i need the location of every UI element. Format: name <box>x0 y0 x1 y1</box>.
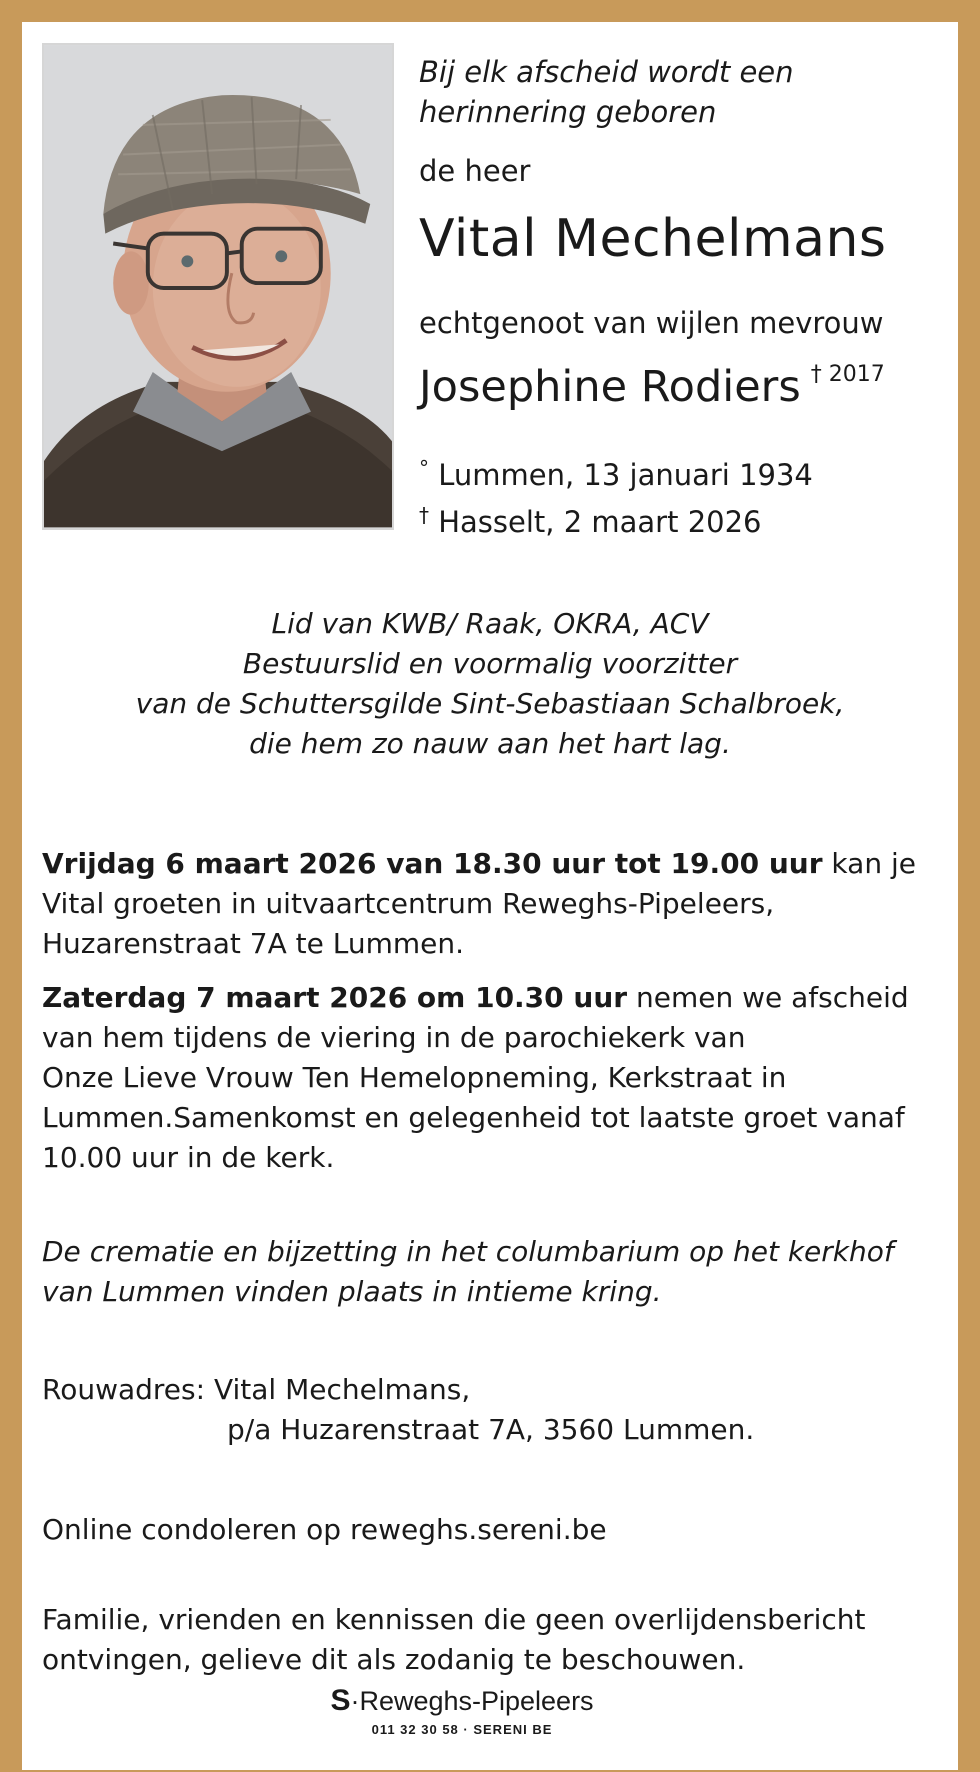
online-condolences: Online condoleren op reweghs.sereni.be <box>42 1513 607 1546</box>
birth-date: Lummen, 13 januari 1934 <box>438 458 813 492</box>
funeral-datetime: Zaterdag 7 maart 2026 om 10.30 uur <box>42 981 628 1014</box>
cremation-paragraph: De crematie en bijzetting in het columbarium op het kerkhof van Lummen vinden plaats in intieme kring. <box>42 1235 894 1308</box>
salutation: de heer <box>419 154 531 188</box>
birth-line <box>419 448 949 495</box>
viewing-paragraph: Vrijdag 6 maart 2026 van 18.30 uur tot 19.00 uur kan je Vital groeten in uitvaartcentrum Reweghs-Pipeleers, Huzarenstraat 7A te Lummen. <box>42 847 916 960</box>
quote-line-2: herinnering geboren <box>419 95 717 129</box>
spouse-block <box>419 348 949 414</box>
portrait-photo <box>42 43 394 530</box>
quote-line-1: Bij elk afscheid wordt een <box>419 55 794 89</box>
funeral-home-footer <box>314 1680 610 1748</box>
tribute-line: Bestuurslid en voormalig voorzitter <box>242 647 738 680</box>
mourning-address: Rouwadres: Vital Mechelmans, p/a Huzarenstraat 7A, 3560 Lummen. <box>42 1373 755 1446</box>
deceased-name: Vital Mechelmans <box>419 209 887 269</box>
funeral-home-name: ·Reweghs-Pipeleers <box>350 1686 594 1716</box>
life-dates <box>419 448 949 542</box>
funeral-home-contact: 011 32 30 58 · SERENI BE <box>371 1722 553 1737</box>
spouse-death-year: † 2017 <box>810 362 885 387</box>
portrait-illustration <box>44 45 392 528</box>
death-mark: † <box>419 503 429 527</box>
death-line <box>419 495 949 542</box>
tribute-block <box>22 604 958 764</box>
viewing-datetime: Vrijdag 6 maart 2026 van 18.30 uur tot 19.00 uur <box>42 847 823 880</box>
obituary-card <box>22 22 958 1770</box>
header-column <box>419 52 949 542</box>
funeral-home-logo <box>314 1684 610 1718</box>
spouse-name: Josephine Rodiers <box>419 362 801 412</box>
death-date: Hasselt, 2 maart 2026 <box>438 505 762 539</box>
sereni-logo-icon: S <box>330 1684 351 1717</box>
tribute-line: Lid van KWB/ Raak, OKRA, ACV <box>271 607 709 640</box>
spouse-intro: echtgenoot van wijlen mevrouw <box>419 306 884 340</box>
opening-quote <box>419 52 949 132</box>
family-notice: Familie, vrienden en kennissen die geen overlijdensbericht ontvingen, gelieve dit als zodanig te beschouwen. <box>42 1603 866 1676</box>
tribute-line: van de Schuttersgilde Sint-Sebastiaan Schalbroek, <box>135 687 845 720</box>
birth-mark: ° <box>419 456 429 480</box>
tribute-line: die hem zo nauw aan het hart lag. <box>249 727 731 760</box>
funeral-paragraph: Zaterdag 7 maart 2026 om 10.30 uur nemen we afscheid van hem tijdens de viering in de parochiekerk van Onze Lieve Vrouw Ten Hemelopneming, Kerkstraat in Lummen.Samenkomst en gelegenheid tot laatste groet vanaf 10.00 uur in de kerk. <box>42 981 909 1174</box>
